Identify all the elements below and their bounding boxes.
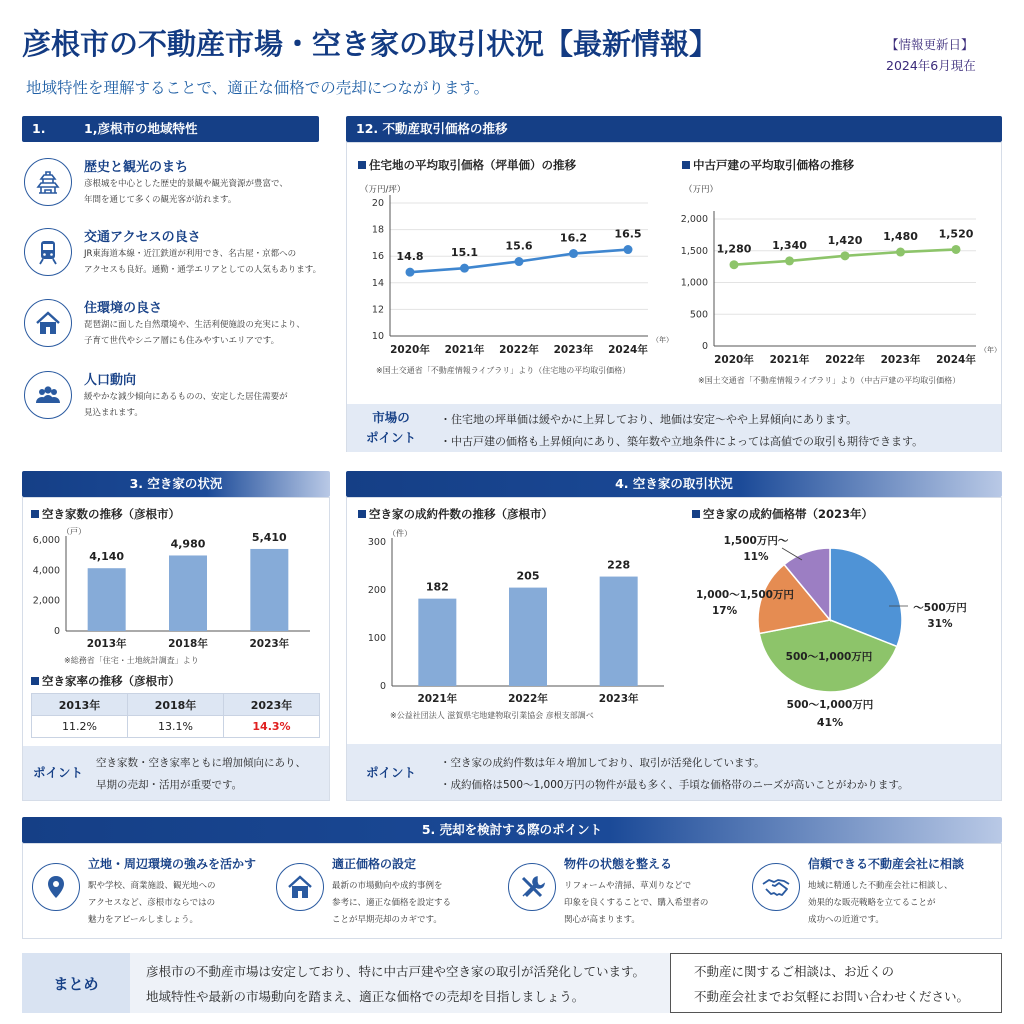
price-band-title: 空き家の成約価格帯（2023年） xyxy=(692,506,873,522)
x-tick-label: 2024年 xyxy=(608,344,648,356)
y-unit-label: （万円） xyxy=(684,185,719,195)
x-unit-label: （年） xyxy=(652,336,673,344)
data-label: 16.2 xyxy=(559,231,588,245)
y-tick-label: 500 xyxy=(689,309,708,321)
bar xyxy=(418,599,456,686)
bar-value-label: 4,980 xyxy=(170,537,206,551)
y-tick-label: 1,500 xyxy=(680,245,708,257)
train-icon xyxy=(24,228,72,276)
data-label: 1,480 xyxy=(883,230,918,244)
tip-description: 駅や学校、商業施設、観光地への アクセスなど、彦根市ならではの 魅力をアピールしましょう。 xyxy=(88,881,216,925)
y-tick-label: 2,000 xyxy=(32,595,60,607)
y-tick-label: 100 xyxy=(367,633,386,644)
vacancy-count-bar-chart xyxy=(24,522,328,668)
y-tick-label: 2,000 xyxy=(680,214,708,225)
rate-value-highlight: 14.3% xyxy=(224,716,320,738)
x-tick-label: 2021年 xyxy=(769,354,810,366)
x-tick-label: 2018年 xyxy=(168,638,208,650)
section2-title: 12. 不動産取引価格の推移 xyxy=(356,121,508,136)
pie-label: 1,000〜1,500万円 xyxy=(696,589,794,601)
feature-title: 人口動向 xyxy=(84,373,137,388)
y-tick-label: 6,000 xyxy=(32,535,60,546)
page-title: 彦根市の不動産市場・空き家の取引状況【最新情報】 xyxy=(22,27,719,61)
data-label: 1,340 xyxy=(772,238,807,252)
rate-value: 11.2% xyxy=(32,716,128,738)
pie-percent: 11% xyxy=(743,551,769,563)
rate-table-value-row xyxy=(32,716,320,738)
x-tick-label: 2023年 xyxy=(598,693,639,705)
x-tick-label: 2022年 xyxy=(508,693,548,705)
section1-number: 1. xyxy=(32,121,46,136)
update-label: 【情報更新日】 xyxy=(886,37,974,52)
y-tick-label: 14 xyxy=(371,277,384,289)
data-point xyxy=(896,248,905,257)
chart-source: ※国土交通省「不動産情報ライブラリ」より（中古戸建の平均取引価格） xyxy=(698,376,961,385)
section4-header xyxy=(346,471,1002,497)
x-tick-label: 2020年 xyxy=(390,344,430,356)
price-band-pie-chart xyxy=(684,522,1000,736)
house-icon xyxy=(276,863,324,911)
feature-description: 彦根城を中心とした歴史的景観や観光資源が豊富で、 年間を通じて多くの観光客が訪れます。 xyxy=(84,179,288,205)
bar-value-label: 228 xyxy=(607,558,631,572)
pie-label: 500〜1,000万円 xyxy=(786,699,874,711)
rate-year: 2018年 xyxy=(128,694,224,716)
x-unit-label: （年） xyxy=(980,346,1001,354)
y-tick-label: 10 xyxy=(371,331,384,342)
rate-value: 13.1% xyxy=(128,716,224,738)
update-date: 2024年6月現在 xyxy=(886,58,976,73)
y-tick-label: 0 xyxy=(701,341,708,352)
deals-bar-chart xyxy=(350,524,680,734)
data-label: 1,420 xyxy=(827,233,863,247)
vacancy-point-text: 空き家数・空き家率ともに増加傾向にあり、 早期の売却・活用が重要です。 xyxy=(96,757,306,791)
land-price-line-chart xyxy=(346,176,676,398)
y-tick-label: 0 xyxy=(53,626,60,637)
section1-title: 1,彦根市の地域特性 xyxy=(84,121,198,136)
x-tick-label: 2024年 xyxy=(936,354,976,366)
bar xyxy=(250,549,288,631)
data-point xyxy=(406,268,415,277)
x-tick-label: 2023年 xyxy=(249,638,290,650)
used-chart-title: 中古戸建の平均取引価格の推移 xyxy=(682,157,854,173)
y-unit-label: （戸） xyxy=(62,527,86,536)
chart-source: ※総務省「住宅・土地統計調査」より xyxy=(64,656,199,665)
data-point xyxy=(515,257,524,266)
update-info xyxy=(886,34,976,76)
y-tick-label: 0 xyxy=(379,681,386,692)
pie-label: 1,500万円〜 xyxy=(723,535,789,547)
y-tick-label: 20 xyxy=(371,198,384,209)
vacancy-count-title: 空き家数の推移（彦根市） xyxy=(31,506,180,522)
tip-description: 地域に精通した不動産会社に相談し、 効果的な販売戦略を立てることが 成功への近道です。 xyxy=(808,881,953,925)
bar xyxy=(600,577,638,686)
y-tick-label: 16 xyxy=(371,251,384,263)
data-point xyxy=(841,251,850,260)
feature-title: 住環境の良さ xyxy=(84,301,163,316)
data-label: 16.5 xyxy=(614,227,642,241)
location-pin-icon xyxy=(32,863,80,911)
rate-table-header-row xyxy=(32,694,320,716)
deals-point-label: ポイント xyxy=(365,765,416,780)
y-tick-label: 4,000 xyxy=(32,565,60,577)
deals-point-text: ・空き家の成約件数は年々増加しており、取引が活発化しています。 ・成約価格は500〜1,000万円の物件が最も多く、手頃な価格帯のニーズが高いことがわかります。 xyxy=(440,757,909,791)
land-chart-title: 住宅地の平均取引価格（坪単価）の推移 xyxy=(358,157,576,173)
section1-header xyxy=(22,116,319,142)
feature-description: JR東海道本線・近江鉄道が利用でき、名古屋・京都への アクセスも良好。通勤・通学エリアとしての人気もあります。 xyxy=(84,249,322,275)
summary-label: まとめ xyxy=(22,953,130,1013)
y-tick-label: 300 xyxy=(367,537,386,548)
x-tick-label: 2013年 xyxy=(86,638,127,650)
summary-text: 彦根市の不動産市場は安定しており、特に中古戸建や空き家の取引が活発化しています。 地域特性や最新の市場動向を踏まえ、適正な価格での売却を目指しましょう。 xyxy=(146,964,646,1004)
x-tick-label: 2021年 xyxy=(417,693,458,705)
section3-header xyxy=(22,471,330,497)
bar xyxy=(88,568,126,631)
pie-percent: 31% xyxy=(927,618,953,630)
tip-title: 立地・周辺環境の強みを活かす xyxy=(88,857,257,871)
pie-label: 〜500万円 xyxy=(913,602,967,614)
y-tick-label: 200 xyxy=(367,585,386,596)
y-unit-label: （万円/坪） xyxy=(360,185,406,195)
data-point xyxy=(730,260,739,269)
section3-title: 3. 空き家の状況 xyxy=(129,476,223,491)
pie-inner-label: 500〜1,000万円 xyxy=(785,651,873,663)
bar-value-label: 5,410 xyxy=(251,530,287,544)
tip-title: 物件の状態を整える xyxy=(564,857,673,871)
x-tick-label: 2021年 xyxy=(444,344,485,356)
handshake-icon xyxy=(752,863,800,911)
y-tick-label: 1,000 xyxy=(680,277,708,289)
castle-icon xyxy=(24,158,72,206)
tip-title: 適正価格の設定 xyxy=(332,857,417,871)
contact-text: 不動産に関するご相談は、お近くの 不動産会社までお気軽にお問い合わせください。 xyxy=(694,964,970,1004)
feature-title: 交通アクセスの良さ xyxy=(84,230,201,245)
bar-value-label: 4,140 xyxy=(89,550,125,564)
data-point xyxy=(460,264,469,273)
data-label: 15.1 xyxy=(450,246,479,260)
x-tick-label: 2020年 xyxy=(714,354,754,366)
y-unit-label: （件） xyxy=(388,529,412,538)
people-icon xyxy=(24,371,72,419)
pie-percent: 17% xyxy=(712,605,738,617)
feature-description: 緩やかな減少傾向にあるものの、安定した居住需要が 見込まれます。 xyxy=(84,392,288,418)
vacancy-rate-table xyxy=(31,693,320,738)
y-tick-label: 18 xyxy=(371,224,384,236)
bar-value-label: 182 xyxy=(425,580,449,594)
data-label: 1,520 xyxy=(938,227,974,241)
data-point xyxy=(785,256,794,265)
tools-icon xyxy=(508,863,556,911)
vacancy-point-label: ポイント xyxy=(32,765,83,780)
used-house-line-chart xyxy=(676,176,1001,398)
section2-header xyxy=(346,116,1002,142)
data-label: 1,280 xyxy=(716,242,752,256)
x-tick-label: 2023年 xyxy=(553,344,594,356)
bar xyxy=(509,588,547,686)
data-label: 14.8 xyxy=(396,250,424,264)
data-point xyxy=(624,245,633,254)
page-subtitle: 地域特性を理解することで、適正な価格での売却につながります。 xyxy=(26,79,490,97)
feature-title: 歴史と観光のまち xyxy=(84,160,189,175)
vacancy-rate-title: 空き家率の推移（彦根市） xyxy=(31,673,180,689)
tip-title: 信頼できる不動産会社に相談 xyxy=(808,857,965,871)
rate-year: 2023年 xyxy=(224,694,320,716)
chart-source: ※国土交通省「不動産情報ライブラリ」より（住宅地の平均取引価格） xyxy=(376,366,631,375)
deals-chart-title: 空き家の成約件数の推移（彦根市） xyxy=(358,506,553,522)
house-icon xyxy=(24,299,72,347)
section5-header xyxy=(22,817,1002,843)
bar-value-label: 205 xyxy=(516,569,540,583)
feature-description: 琵琶湖に面した自然環境や、生活利便施設の充実により、 子育て世代やシニア層にも住みやすいエリアです。 xyxy=(84,320,305,346)
bar xyxy=(169,555,207,631)
rate-year: 2013年 xyxy=(32,694,128,716)
pie-percent: 41% xyxy=(816,716,844,729)
tip-description: リフォームや清掃、草刈りなどで 印象を良くすることで、購入希望者の 関心が高まります。 xyxy=(564,881,709,925)
tip-description: 最新の市場動向や成約事例を 参考に、適正な価格を設定する ことが早期売却のカギです。 xyxy=(332,881,452,925)
market-point-label: 市場の ポイント xyxy=(365,410,416,445)
market-point-text: ・住宅地の坪単価は緩やかに上昇しており、地価は安定〜やや上昇傾向にあります。 ・中古戸建の価格も上昇傾向にあり、築年数や立地条件によっては高値での取引も期待できます。 xyxy=(440,413,924,448)
section5-title: 5. 売却を検討する際のポイント xyxy=(421,822,603,837)
section4-title: 4. 空き家の取引状況 xyxy=(615,476,733,491)
x-tick-label: 2023年 xyxy=(880,354,921,366)
data-label: 15.6 xyxy=(505,239,533,253)
x-tick-label: 2022年 xyxy=(825,354,865,366)
chart-source: ※公益社団法人 滋賀県宅地建物取引業協会 彦根支部調べ xyxy=(390,711,594,720)
x-tick-label: 2022年 xyxy=(499,344,539,356)
y-tick-label: 12 xyxy=(371,304,384,316)
data-point xyxy=(569,249,578,258)
data-point xyxy=(952,245,961,254)
